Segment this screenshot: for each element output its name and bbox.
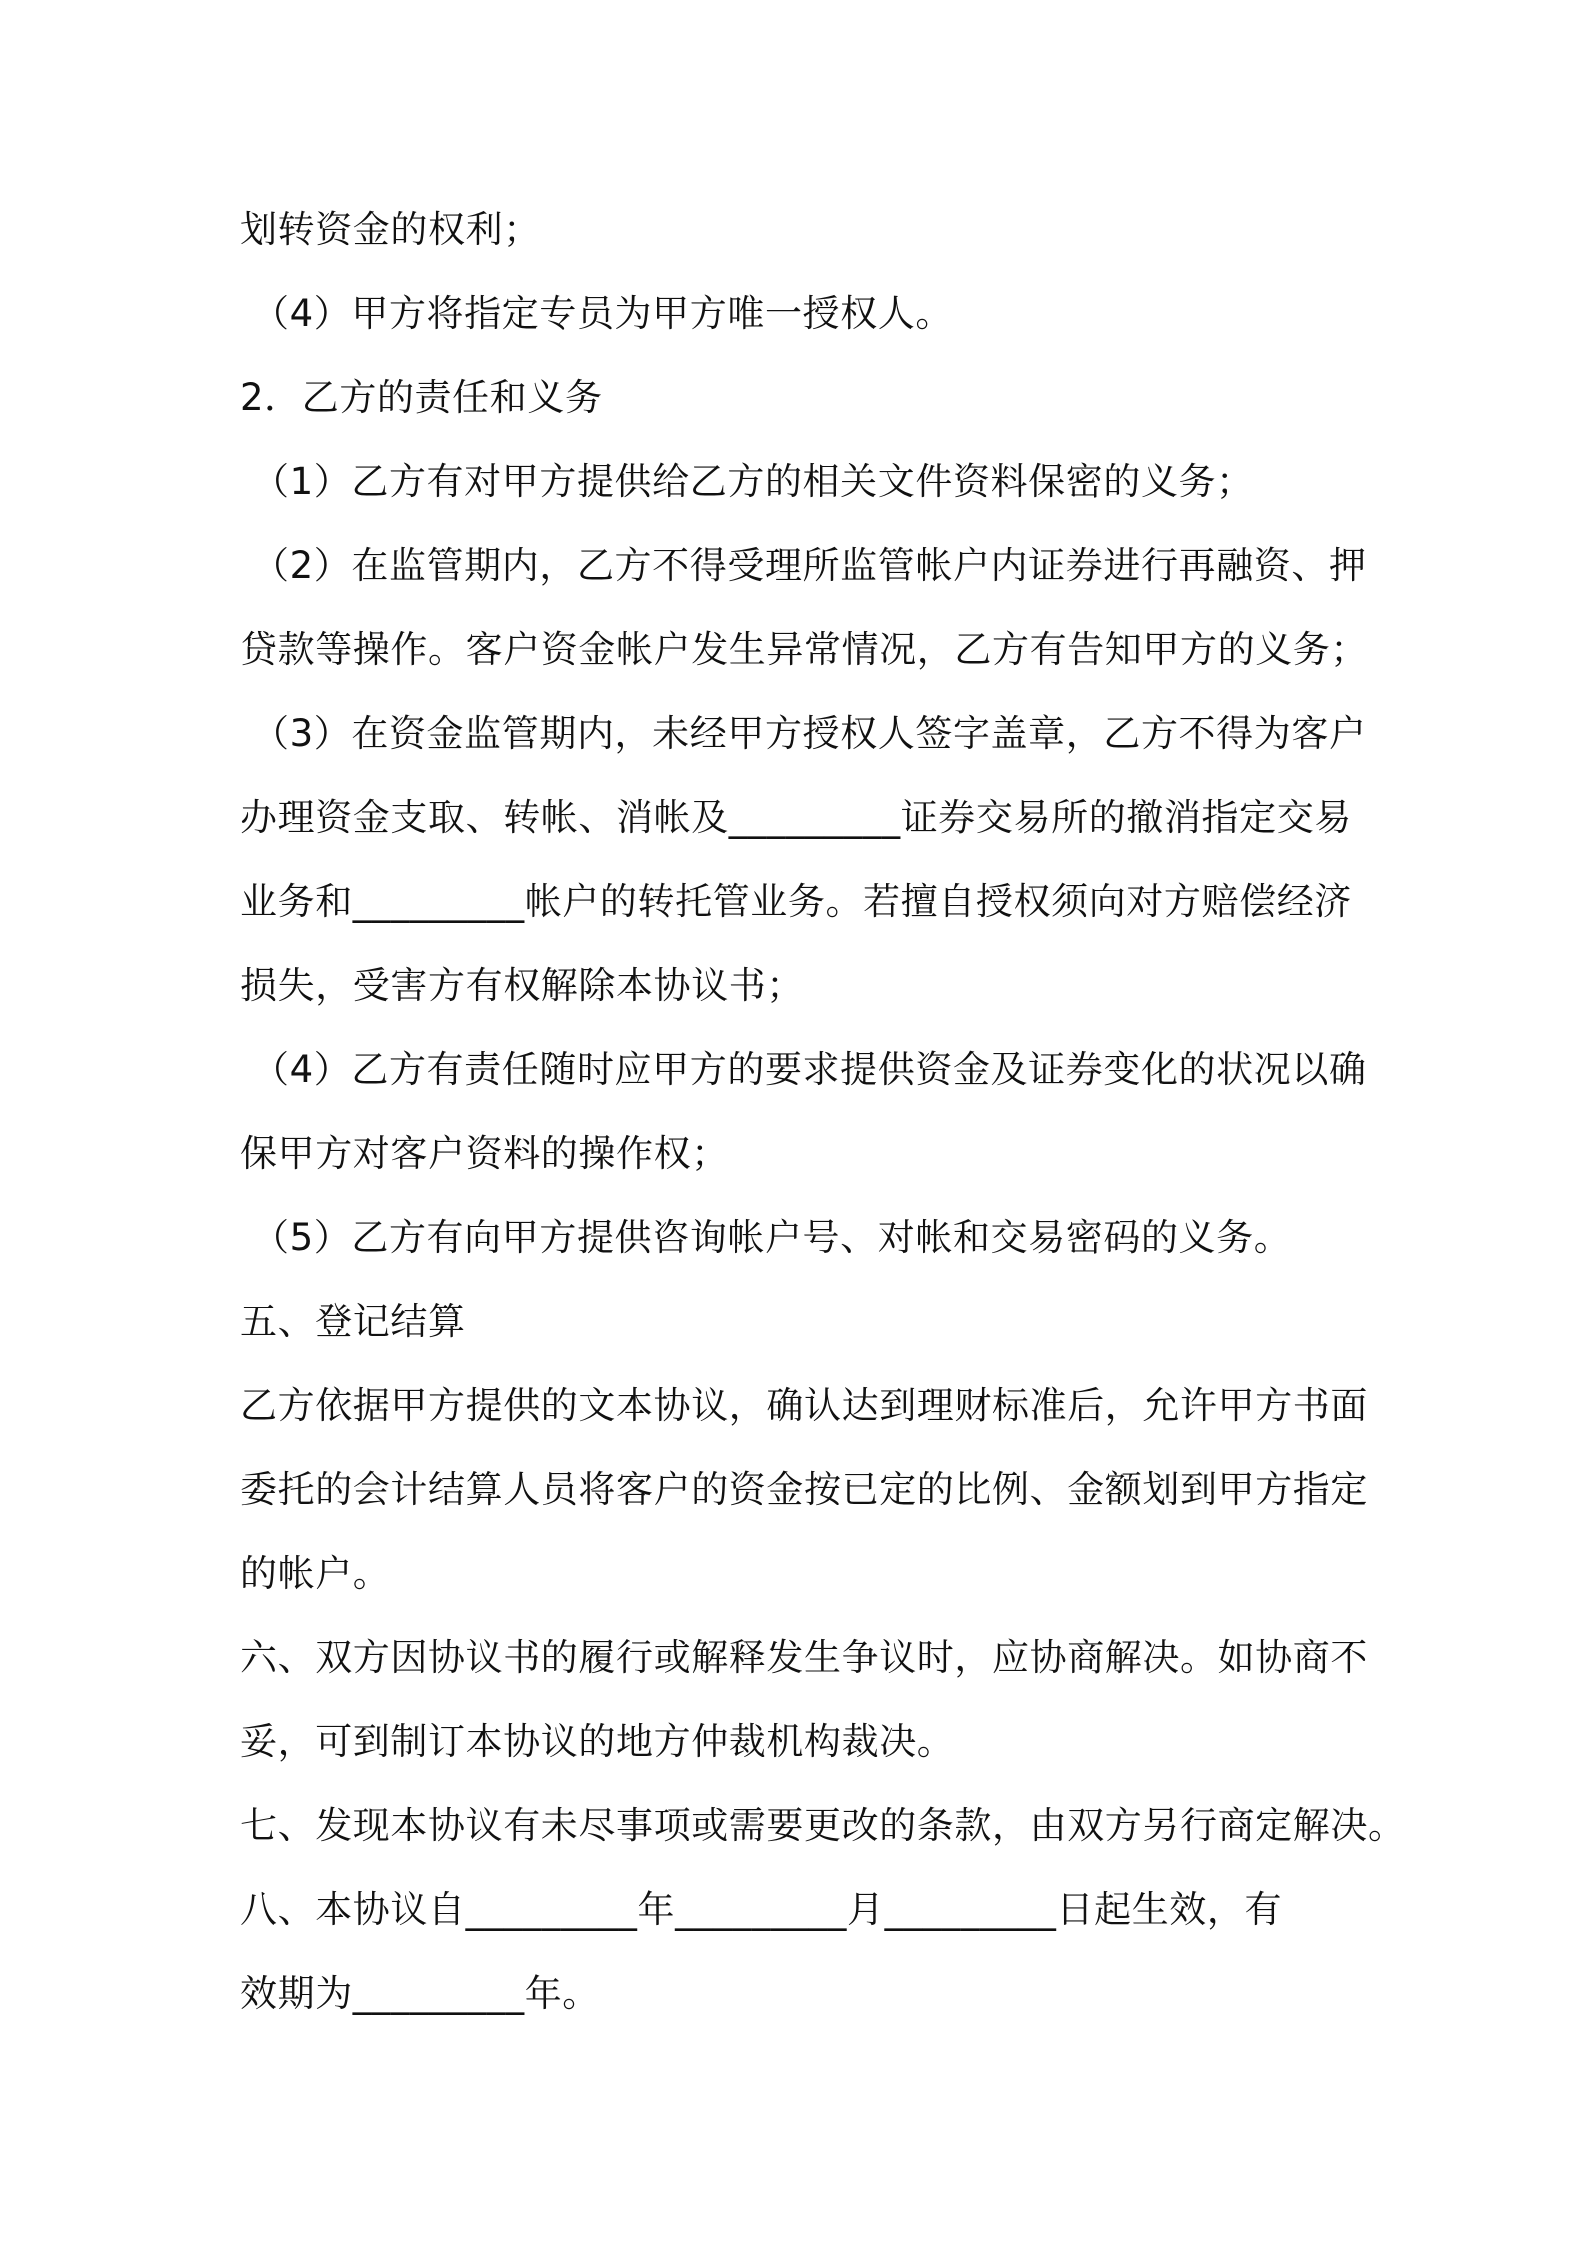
text-line: （2）在监管期内，乙方不得受理所监管帐户内证券进行再融资、押 [252, 544, 1367, 587]
text-line: （3）在资金监管期内，未经甲方授权人签字盖章，乙方不得为客户 [252, 712, 1367, 755]
text-line: 妥，可到制订本协议的地方仲裁机构裁决。 [240, 1720, 955, 1763]
text-line: 效期为_________年。 [240, 1972, 600, 2015]
text-line: （4）甲方将指定专员为甲方唯一授权人。 [252, 292, 953, 335]
text-line: 划转资金的权利； [240, 208, 541, 251]
text-line: （5）乙方有向甲方提供咨询帐户号、对帐和交易密码的义务。 [252, 1216, 1292, 1259]
text-line: 六、双方因协议书的履行或解释发生争议时，应协商解决。如协商不 [240, 1636, 1368, 1679]
text-line: 损失，受害方有权解除本协议书； [240, 964, 804, 1007]
text-line: 委托的会计结算人员将客户的资金按已定的比例、金额划到甲方指定 [240, 1468, 1368, 1511]
text-line: 的帐户。 [240, 1552, 391, 1595]
section-heading: 五、登记结算 [240, 1300, 466, 1343]
text-line: 保甲方对客户资料的操作权； [240, 1132, 729, 1175]
text-line: （4）乙方有责任随时应甲方的要求提供资金及证券变化的状况以确 [252, 1048, 1367, 1091]
text-line: 贷款等操作。客户资金帐户发生异常情况，乙方有告知甲方的义务； [240, 628, 1368, 671]
text-line: 八、本协议自_________年_________月_________日起生效，有 [240, 1888, 1283, 1931]
text-line: 办理资金支取、转帐、消帐及_________证券交易所的撤消指定交易 [240, 796, 1352, 839]
text-line: 业务和_________帐户的转托管业务。若擅自授权须向对方赔偿经济 [240, 880, 1352, 923]
text-line: （1）乙方有对甲方提供给乙方的相关文件资料保密的义务； [252, 460, 1254, 503]
text-line: 乙方依据甲方提供的文本协议，确认达到理财标准后，允许甲方书面 [240, 1384, 1368, 1427]
text-line: 七、发现本协议有未尽事项或需要更改的条款，由双方另行商定解决。 [240, 1804, 1406, 1847]
section-heading: 2．乙方的责任和义务 [240, 376, 603, 419]
